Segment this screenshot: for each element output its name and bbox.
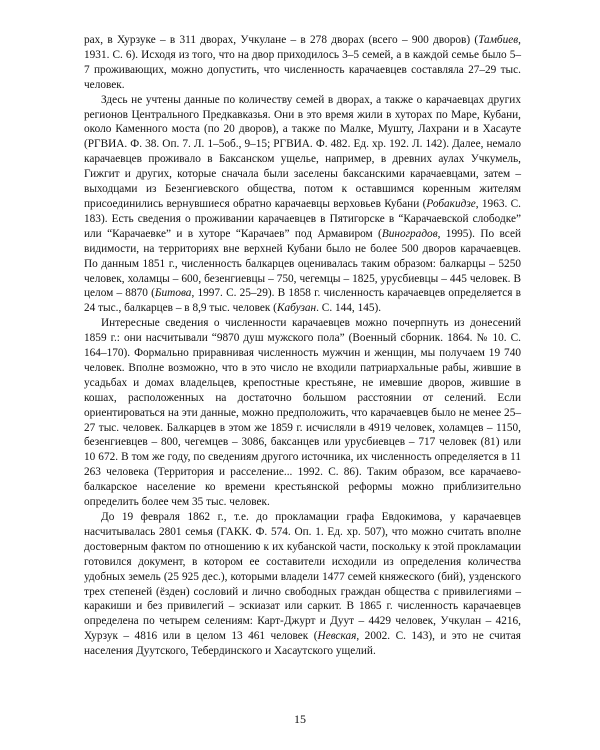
text-run: , 1995). По всей видимости, на территориях вне верхней Кубани было не более 500 дворов карачаевцев. По данным 1851 г., численность балкарцев оценивалась таким образом: балкарцы – 5250 человек, холамцы – 600, безенгиевцы – 750, чегемцы – 1825, урусбиевцы – 445 человек. В целом – 8870 ( xyxy=(84,227,522,300)
italic-citation: Виноградов xyxy=(381,227,438,240)
italic-citation: Робакидзе xyxy=(426,197,476,210)
text-run: Интересные сведения о численности карачаевцев можно почерпнуть из донесений 1859 г.: они насчитывали “9870 душ мужского пола” (Военный сборник. 1864. № 10. С. 164–170). Формально приравнивая численность мужчин и женщин, мы получаем 19 740 человек. Вполне возможно, что в это число не входили патриархальные рабы, жившие в усадьбах и домах владельцев, крепостные крестьяне, не имевшие дворов, жившие в кошах, расположенных на достаточно большом расстоянии от селений. Если ориентироваться на эти данные, можно предположить, что карачаевцев было не менее 25–27 тыс. человек. Балкарцев в этом же 1859 г. исчисляли в 4919 человек, холамцев – 1150, безенгиевцев – 800, чегемцев – 3086, баксанцев или урусбиевцев – 717 человек (81) или 10 672. В том же году, по сведениям другого источника, их численность определяется в 11 263 человека (Территория и расселение... 1992. С. 86). Таким образом, все карачаево-балкарское население ко времени крестьянской реформы можно приблизительно определить более чем 35 тыс. человек. xyxy=(84,317,521,509)
text-run: , 1963. С. 183). Есть сведения о проживании карачаевцев в Пятигорске в “Карачаевской слободке” или “Карачаевке” и в хуторе “Карачаев” под Армавиром ( xyxy=(84,197,522,240)
italic-citation: Кабузан xyxy=(276,302,317,315)
text-run: , 1931. С. 6). Исходя из того, что на двор приходилось 3–5 семей, а в каждой семье было 5–7 проживающих, можно допустить, что численность карачаевцев составляла 27–29 тыс. человек. xyxy=(84,34,521,91)
page-number: 15 xyxy=(294,712,306,726)
paragraph xyxy=(84,33,521,93)
italic-citation: Тамбиев xyxy=(478,34,519,46)
text-run: , 1997. С. 25–29). В 1858 г. численность карачаевцев определяется в 24 тыс., балкарцев – в 8,9 тыс. человек ( xyxy=(84,287,521,315)
paragraph xyxy=(84,510,521,659)
text-run: Здесь не учтены данные по количеству семей в дворах, а также о карачаевцах других регионов Центрального Предкавказья. Они в это время жили в хуторах по Маре, Кубани, около Каменного моста (по 20 дворов), а также по Малке, Мушту, Лахрани и в Хасауте (РГВИА. Ф. 38. Оп. 7. Л. 1–5об., 9–15; РГВИА. Ф. 482. Ед. хр. 192. Л. 142). Далее, немало карачаевцев проживало в Баксанском ущелье, например, в древних аулах Учкумель, Гижгит и других, которые сначала были заселены баксанскими карачаевцами, затем – выходцами из Безенгиевского общества, потом к оставшимся коренным жителям присоединились вернувшиеся обратно карачаевцы верховьев Кубани ( xyxy=(84,93,521,210)
text-run: До 19 февраля 1862 г., т.е. до прокламации графа Евдокимова, у карачаевцев насчитывалась 2801 семья (ГАКК. Ф. 574. Оп. 1. Ед. хр. 507), что можно считать вполне достоверным фактом по отношению к их кубанской части, поскольку к этой прокламации готовился документ, в котором ее составители исходили из определения количества удобных земель (25 925 дес.), которыми владели 1477 семей княжеского (бий), узденского трех степеней (ёзден) сословий и лично свободных граждан общества с привилегиями – каракиши и без привилегий – эскиазат или саркит. В 1865 г. численность карачаевцев определена по четырем селениям: Карт-Джурт и Дуут – 4429 человек, Учкулан – 4216, Хурзук – 4816 или в целом 13 461 человек ( xyxy=(84,511,521,643)
paragraph xyxy=(84,316,521,510)
italic-citation: Битова xyxy=(154,287,192,300)
text-run: , 2002. С. 143), и это не считая населения Дуутского, Тебердинского и Хасаутского ущелий. xyxy=(84,630,521,658)
text-run: рах, в Хурзуке – в 311 дворах, Учкулане – в 278 дворах (всего – 900 дворов) ( xyxy=(84,34,479,46)
body-text xyxy=(84,33,521,659)
paragraph xyxy=(84,93,521,317)
text-run: . С. 144, 145). xyxy=(316,302,382,315)
italic-citation: Невская xyxy=(317,630,357,643)
